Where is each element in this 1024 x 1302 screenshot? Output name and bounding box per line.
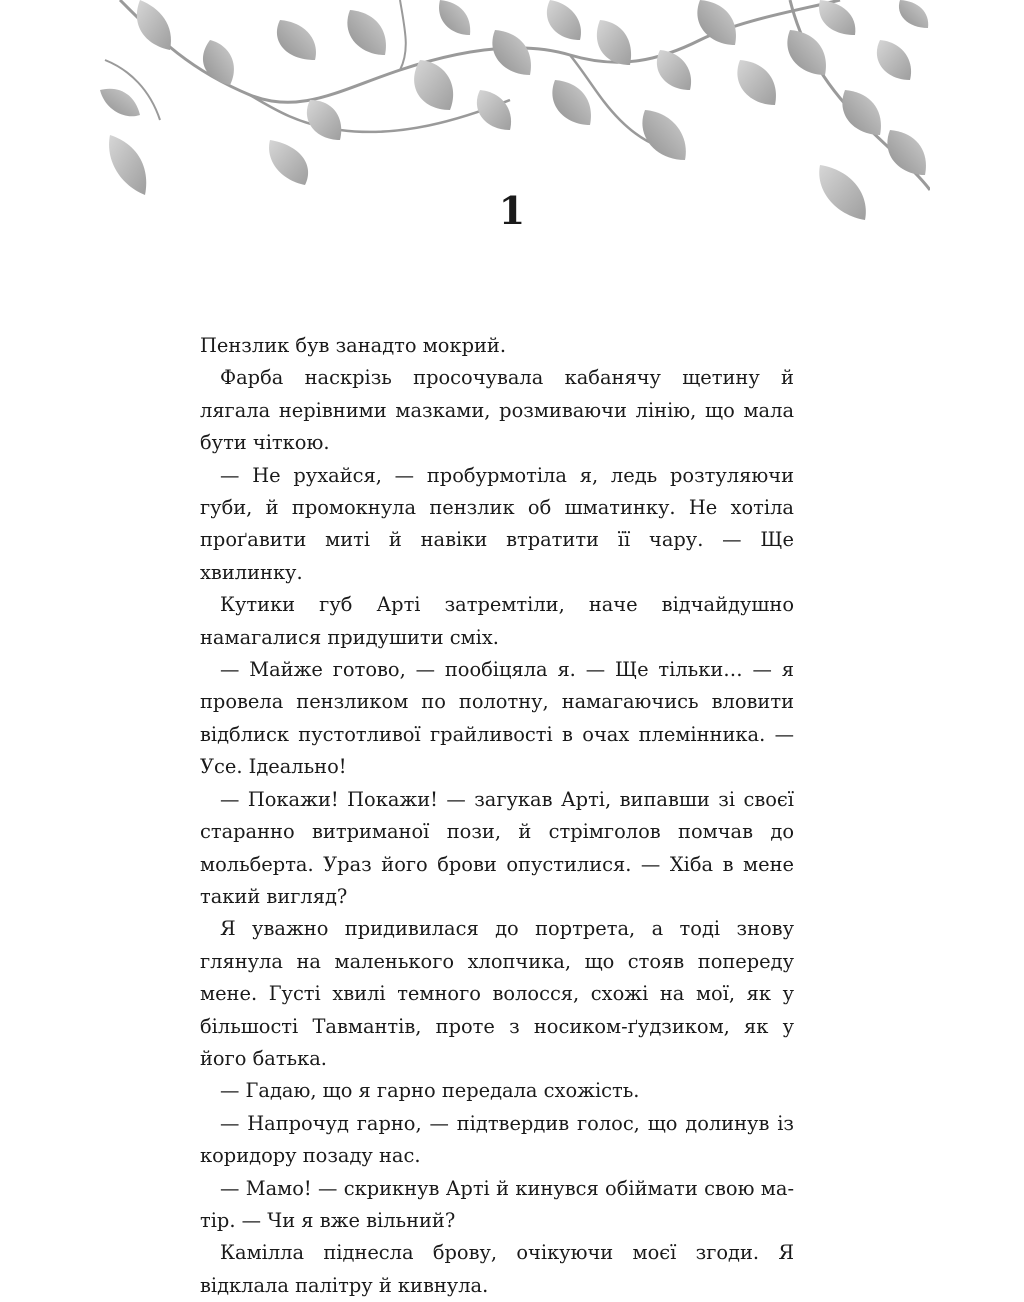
paragraph: — Не рухайся, — пробурмотіла я, ледь розтуляючи губи, й промокнула пензлик об шматинку. Не хотіла проґавити миті й навіки втратити її чару. — Ще хвилинку. xyxy=(200,463,794,584)
chapter-text xyxy=(200,330,794,1302)
leaf-group xyxy=(100,0,928,220)
paragraph: — Мамо! — скрикнув Арті й кинувся обіймати свою матір. — Чи я вже вільний? xyxy=(200,1176,794,1232)
paragraph: — Покажи! Покажи! — загукав Арті, випавши зі своєї старанно витриманої пози, й стрімголов помчав до мольберта. Ураз його брови опустилися. — Хіба в мене такий вигляд? xyxy=(200,787,794,908)
paragraph: — Напрочуд гарно, — підтвердив голос, що долинув із коридору позаду нас. xyxy=(200,1111,794,1168)
paragraph: Пензлик був занадто мокрий. xyxy=(200,334,506,357)
paragraph: — Гадаю, що я гарно передала схожість. xyxy=(220,1079,640,1103)
paragraph: — Майже готово, — пообіцяла я. — Ще тільки… — я провела пензликом по полотну, намагаючись вловити відблиск пустотливої грайливості в очах племінника. — Усе. Ідеально! xyxy=(200,658,794,779)
chapter-number: 1 xyxy=(498,188,526,233)
paragraph: Я уважно придивилася до портрета, а тоді знову глянула на маленького хлопчика, що стояв попереду мене. Густі хвилі темного волосся, схожі на мої, як у більшості Тавмантів, проте з носиком-ґудзиком, як у його батька. xyxy=(200,917,794,1070)
paragraph: Камілла піднесла брову, очікуючи моєї згоди. Я відклала палітру й кивнула. xyxy=(200,1241,794,1297)
paragraph: Кутики губ Арті затремтіли, наче відчайдушно намагалися придушити сміх. xyxy=(200,593,794,649)
paragraph: Фарба наскрізь просочувала кабанячу щетину й лягала нерівними мазками, розмиваючи лінію, що мала бути чіткою. xyxy=(200,366,794,455)
